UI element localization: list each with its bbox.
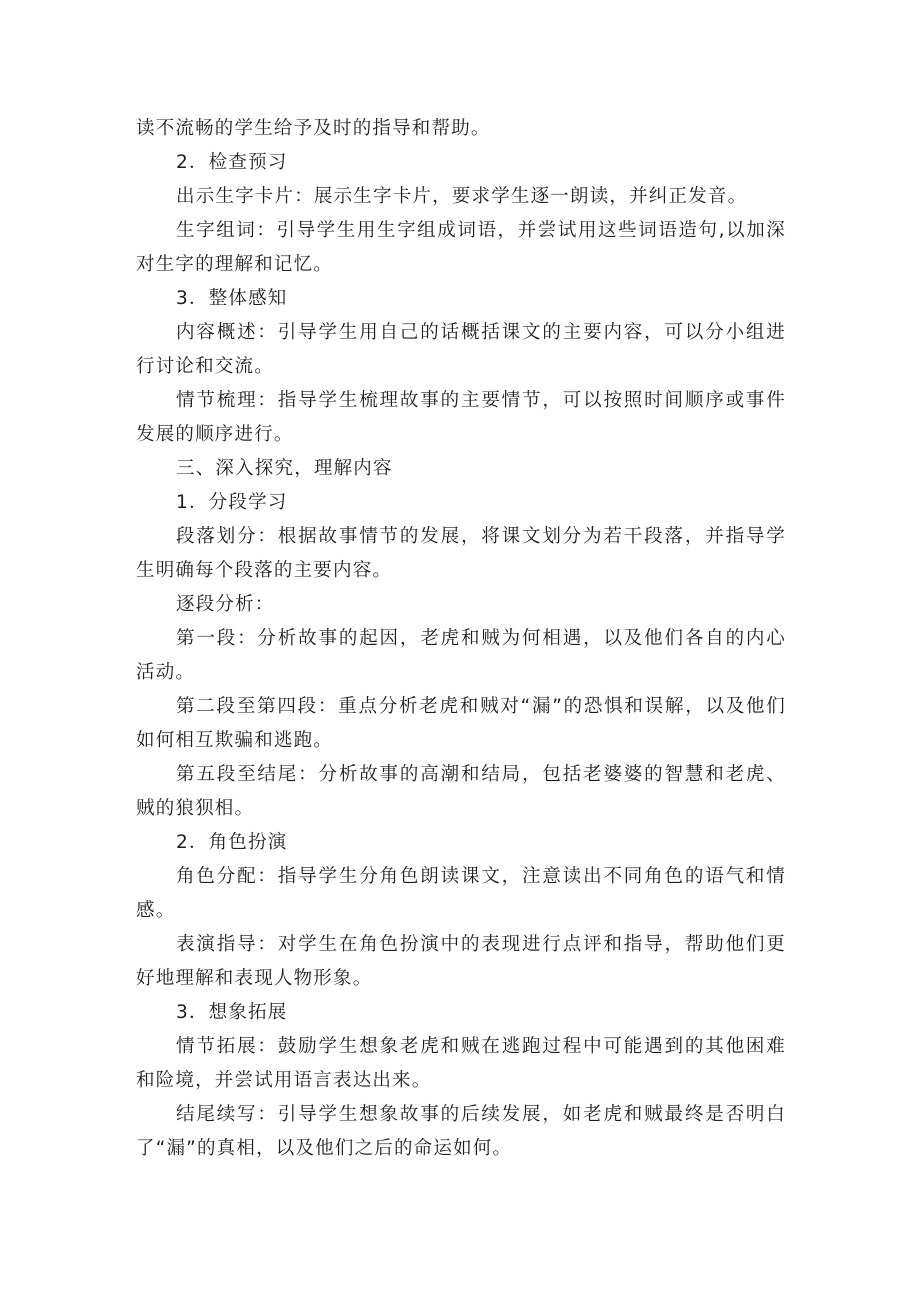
section-heading: 三、深入探究，理解内容 xyxy=(176,458,393,479)
paragraph: 出示生字卡片：展示生字卡片，要求学生逐一朗读，并纠正发音。 xyxy=(176,186,748,207)
paragraph: 内容概述：引导学生用自己的话概括课文的主要内容，可以分小组进行讨论和交流。 xyxy=(136,322,786,377)
section-heading: 1．分段学习 xyxy=(176,492,288,513)
paragraph: 生字组词：引导学生用生字组成词语，并尝试用这些词语造句,以加深对生字的理解和记忆。 xyxy=(136,220,786,275)
paragraph: 逐段分析： xyxy=(176,594,275,615)
section-heading: 2．检查预习 xyxy=(176,152,288,173)
paragraph: 读不流畅的学生给予及时的指导和帮助。 xyxy=(136,118,491,139)
paragraph: 角色分配：指导学生分角色朗读课文，注意读出不同角色的语气和情感。 xyxy=(136,866,786,921)
paragraph: 第五段至结尾：分析故事的高潮和结局，包括老婆婆的智慧和老虎、贼的狼狈相。 xyxy=(136,764,786,819)
paragraph: 情节梳理：指导学生梳理故事的主要情节，可以按照时间顺序或事件发展的顺序进行。 xyxy=(136,390,786,445)
document-body xyxy=(136,112,786,1166)
paragraph: 情节拓展：鼓励学生想象老虎和贼在逃跑过程中可能遇到的其他困难和险境，并尝试用语言表达出来。 xyxy=(136,1036,786,1091)
section-heading: 3．整体感知 xyxy=(176,288,288,309)
section-heading: 2．角色扮演 xyxy=(176,832,288,853)
section-heading: 3．想象拓展 xyxy=(176,1002,288,1023)
paragraph: 表演指导：对学生在角色扮演中的表现进行点评和指导，帮助他们更好地理解和表现人物形象。 xyxy=(136,934,786,989)
paragraph: 段落划分：根据故事情节的发展，将课文划分为若干段落，并指导学生明确每个段落的主要内容。 xyxy=(136,526,786,581)
paragraph: 第二段至第四段：重点分析老虎和贼对“漏”的恐惧和误解，以及他们如何相互欺骗和逃跑。 xyxy=(136,696,786,751)
paragraph: 第一段：分析故事的起因，老虎和贼为何相遇，以及他们各自的内心活动。 xyxy=(136,628,786,683)
paragraph: 结尾续写：引导学生想象故事的后续发展，如老虎和贼最终是否明白了“漏”的真相，以及他们之后的命运如何。 xyxy=(136,1104,786,1159)
